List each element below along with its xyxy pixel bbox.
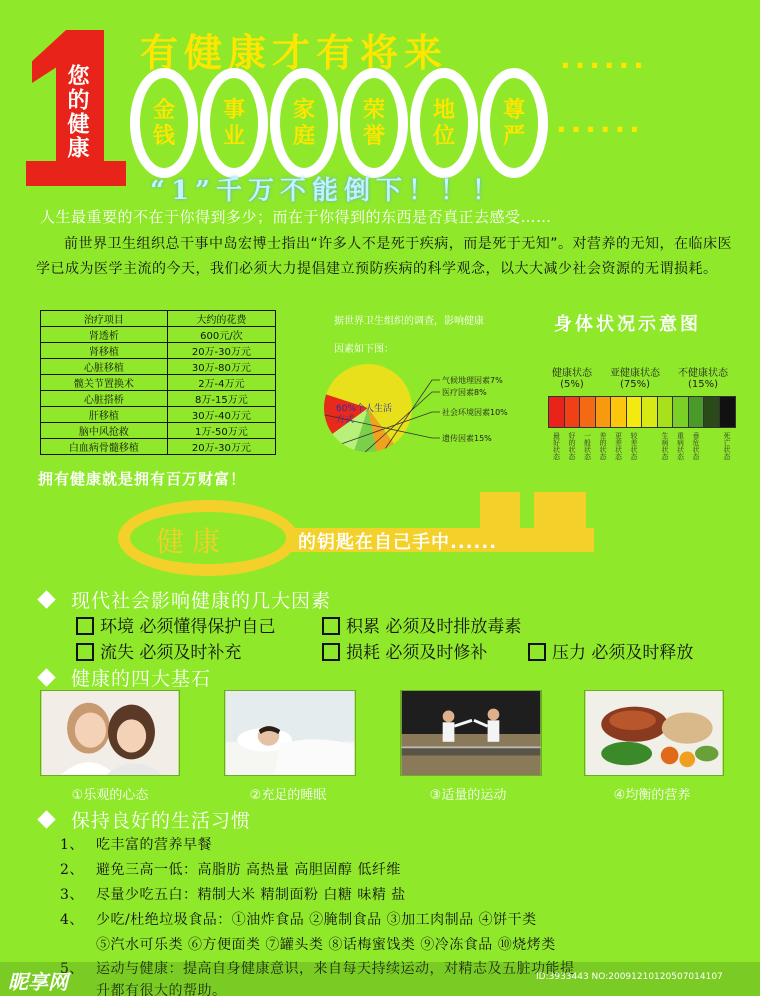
table-cell: 脑中风抢救 <box>41 423 168 439</box>
status-label: 差的状态 <box>599 432 607 460</box>
caption-exercise: ③适量的运动 <box>429 788 507 803</box>
key-text: 的钥匙在自己手中...... <box>298 532 498 553</box>
status-label: 一般状态 <box>583 432 592 460</box>
pie-slice-label: 医疗因素8% <box>442 388 487 397</box>
habit-item <box>60 834 212 854</box>
hero-zeros <box>130 68 548 178</box>
status-group-name: 健康状态 <box>552 368 592 379</box>
factor-label: 流失 必须及时补充 <box>100 643 242 663</box>
status-color-cell <box>658 397 674 427</box>
habit-text: 升都有很大的帮助。 <box>96 983 227 996</box>
table-row <box>41 391 276 407</box>
habit-text: 避免三高一低：高脂肪 高热量 高胆固醇 低纤维 <box>96 862 401 878</box>
table-cell: 髋关节置换术 <box>41 375 168 391</box>
pie-slice-label: 气候地理因素7% <box>442 376 503 385</box>
factor-item <box>528 638 693 663</box>
nutrition-photo <box>584 690 724 776</box>
table-header: 治疗项目 <box>41 311 168 327</box>
factor-item <box>322 612 521 637</box>
wealth-slogan: 拥有健康就是拥有百万财富！ <box>38 470 247 488</box>
table-cell: 肝移植 <box>41 407 168 423</box>
watermark-id: ID:3933443 NO:20091210120507014107 <box>536 972 723 982</box>
table-cell: 肾移植 <box>41 343 168 359</box>
habits-heading <box>40 806 251 833</box>
status-group-pct: (5%) <box>560 379 584 390</box>
table-row <box>41 327 276 343</box>
exercise-photo <box>400 690 542 776</box>
hero-slogan: “1”千万不能倒下！！！ <box>150 176 505 206</box>
status-group-healthy <box>540 364 604 390</box>
factor-label: 环境 必须懂得保护自己 <box>100 617 276 637</box>
table-row <box>41 407 276 423</box>
status-group-pct: (15%) <box>687 379 719 390</box>
diamond-bullet-icon <box>37 810 55 828</box>
checkbox-icon <box>76 643 94 661</box>
factor-label: 压力 必须及时释放 <box>552 643 694 663</box>
big-one-caption: 您的健康 <box>64 64 90 160</box>
zero-honor: 荣誉 <box>340 68 408 178</box>
status-color-cell <box>673 397 689 427</box>
habit-number: 2、 <box>60 862 84 878</box>
status-title: 身体状况示意图 <box>554 314 701 335</box>
status-color-cell <box>596 397 612 427</box>
intro-paragraph: 前世界卫生组织总干事中岛宏博士指出“许多人不是死于疾病，而是死于无知”。对营养的无知，在临床医学已成为医学主流的今天，我们必须大力提倡建立预防疾病的科学观念，以大大减少社会资源的无谓损耗。 <box>36 236 733 277</box>
status-label: 死亡状态 <box>723 432 731 460</box>
status-group-unhealthy <box>668 364 738 390</box>
status-label: 最好状态 <box>552 432 561 460</box>
table-cell: 白血病骨髓移植 <box>41 439 168 455</box>
status-label: 生病状态 <box>661 432 669 460</box>
hero-dots-bottom: ...... <box>556 106 644 139</box>
table-row <box>41 343 276 359</box>
status-label: 重病状态 <box>676 432 685 460</box>
table-cell: 20万-30万元 <box>167 343 275 359</box>
table-cell: 心脏搭桥 <box>41 391 168 407</box>
status-color-cell <box>611 397 627 427</box>
status-label: 垂危状态 <box>692 432 700 460</box>
habit-text: 尽量少吃五白：精制大米 精制面粉 白糖 味精 盐 <box>96 887 406 903</box>
status-color-cell <box>704 397 720 427</box>
table-header: 大约的花费 <box>167 311 275 327</box>
factors-heading-text: 现代社会影响健康的几大因素 <box>71 590 332 612</box>
factors-heading <box>40 586 331 613</box>
status-labels <box>548 432 734 472</box>
table-cell: 1万-50万元 <box>167 423 275 439</box>
habit-text: ⑤汽水可乐类 ⑥方便面类 ⑦罐头类 ⑧话梅蜜饯类 ⑨冷冻食品 ⑩烧烤类 <box>96 937 556 953</box>
habit-number: 3、 <box>60 887 84 903</box>
key-tooth <box>534 492 586 532</box>
habit-text: 少吃/杜绝垃圾食品：①油炸食品 ②腌制食品 ③加工肉制品 ④饼干类 <box>96 912 537 928</box>
status-group-name: 不健康状态 <box>678 368 728 379</box>
habit-number: 5、 <box>60 961 84 977</box>
habit-item <box>60 909 537 929</box>
factor-label: 损耗 必须及时修补 <box>346 643 488 663</box>
pie-title-line2: 因素如下图： <box>334 344 394 355</box>
table-cell: 心脏移植 <box>41 359 168 375</box>
watermark-logo: 昵享网 <box>8 970 68 994</box>
habit-number: 1、 <box>60 837 84 853</box>
key-ring-text: 健康 <box>156 525 229 558</box>
status-label: 好的状态 <box>568 432 576 460</box>
pie-slice-label: 社会环境因素10% <box>442 408 508 417</box>
status-color-cell <box>689 397 705 427</box>
hero-title: 有健康才有将来 <box>140 30 449 75</box>
table-cell: 600元/次 <box>167 327 275 343</box>
habit-item <box>60 859 401 879</box>
habit-text: 运动与健康：提高自身健康意识，来自每天持续运动，对精志及五脏功能提 <box>96 961 575 977</box>
status-color-cell <box>549 397 565 427</box>
status-color-cell <box>720 397 736 427</box>
table-cell: 肾透析 <box>41 327 168 343</box>
habit-item <box>60 934 556 954</box>
status-color-cell <box>642 397 658 427</box>
habit-item <box>60 884 406 904</box>
hero-dots-top: ...... <box>560 42 648 75</box>
cornerstones-heading-text: 健康的四大基石 <box>71 668 212 690</box>
factor-label: 积累 必须及时排放毒素 <box>346 617 522 637</box>
zero-family: 家庭 <box>270 68 338 178</box>
caption-optimism: ①乐观的心态 <box>71 788 149 803</box>
zero-career: 事业 <box>200 68 268 178</box>
pie-title-line1: 据世界卫生组织的调查，影响健康 <box>334 316 484 327</box>
status-color-bar <box>548 396 736 428</box>
status-label: 较差状态 <box>630 432 638 460</box>
table-cell: 8万-15万元 <box>167 391 275 407</box>
intro-line: 人生最重要的不在于你得到多少；而在于你得到的东西是否真正去感受…… <box>40 208 552 226</box>
table-row <box>41 423 276 439</box>
factor-item <box>76 638 241 663</box>
status-color-cell <box>580 397 596 427</box>
treatment-cost-table <box>40 310 276 455</box>
cornerstones-heading <box>40 664 211 691</box>
sleep-photo <box>224 690 356 776</box>
key-tooth <box>574 530 594 552</box>
checkbox-icon <box>322 617 340 635</box>
checkbox-icon <box>528 643 546 661</box>
pie-center-label: 60%个人生活方式 <box>336 404 393 425</box>
table-cell: 30万-40万元 <box>167 407 275 423</box>
diamond-bullet-icon <box>37 668 55 686</box>
status-group-name: 亚健康状态 <box>610 368 660 379</box>
table-row <box>41 359 276 375</box>
checkbox-icon <box>76 617 94 635</box>
caption-sleep: ②充足的睡眠 <box>249 788 327 803</box>
status-color-cell <box>627 397 643 427</box>
key-tooth <box>480 492 520 532</box>
zero-status: 地位 <box>410 68 478 178</box>
zero-dignity: 尊严 <box>480 68 548 178</box>
diamond-bullet-icon <box>37 590 55 608</box>
table-cell: 20万-30万元 <box>167 439 275 455</box>
factor-item <box>322 638 487 663</box>
table-row <box>41 439 276 455</box>
habit-text: 吃丰富的营养早餐 <box>96 837 212 853</box>
caption-nutrition: ④均衡的营养 <box>613 788 691 803</box>
table-cell: 30万-80万元 <box>167 359 275 375</box>
pie-slice-label: 遗传因素15% <box>442 434 492 443</box>
status-group-pct: (75%) <box>619 379 651 390</box>
optimism-photo <box>40 690 180 776</box>
table-header-row <box>41 311 276 327</box>
table-row <box>41 375 276 391</box>
checkbox-icon <box>322 643 340 661</box>
table-cell: 2万-4万元 <box>167 375 275 391</box>
status-color-cell <box>565 397 581 427</box>
status-label: 更差状态 <box>614 432 623 460</box>
status-group-subhealthy <box>600 364 670 390</box>
zero-money: 金钱 <box>130 68 198 178</box>
habits-heading-text: 保持良好的生活习惯 <box>71 810 252 832</box>
status-label <box>703 432 719 472</box>
status-label <box>641 432 657 472</box>
factor-item <box>76 612 275 637</box>
habit-number: 4、 <box>60 912 84 928</box>
